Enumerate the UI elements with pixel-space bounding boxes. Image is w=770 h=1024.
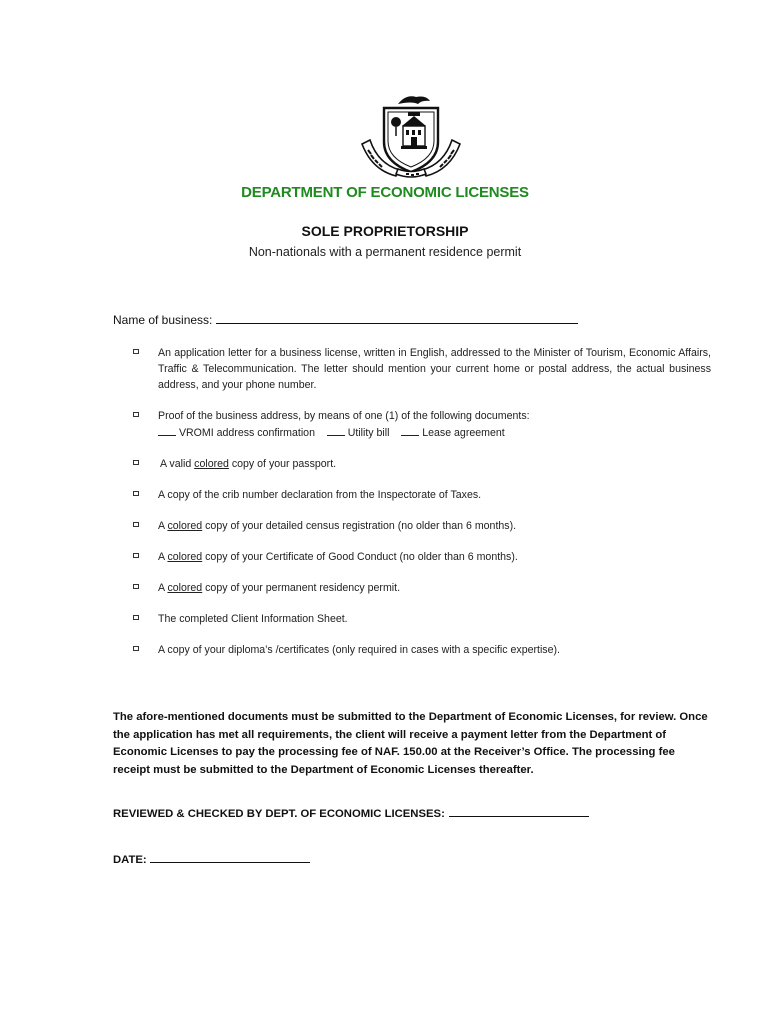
- checklist-item-text: [158, 549, 711, 565]
- checklist-item-text: The completed Client Information Sheet.: [158, 613, 348, 625]
- business-name-row: [113, 311, 578, 327]
- checkbox[interactable]: [133, 553, 139, 558]
- date-field[interactable]: [150, 851, 310, 863]
- checklist-item-text: Proof of the business address, by means of one (1) of the following documents:: [158, 410, 530, 422]
- text-pre: A: [158, 551, 168, 563]
- business-name-field[interactable]: [216, 311, 578, 324]
- reviewed-label: REVIEWED & CHECKED BY DEPT. OF ECONOMIC LICENSES:: [113, 808, 445, 820]
- reviewed-signature-field[interactable]: [449, 805, 589, 817]
- business-name-label: Name of business:: [113, 313, 213, 327]
- coat-of-arms-seal: [356, 90, 466, 182]
- option-label: Lease agreement: [422, 427, 505, 439]
- date-label: DATE:: [113, 854, 147, 866]
- checklist-item-content: [158, 408, 711, 441]
- text-pre: A valid: [160, 458, 195, 470]
- checklist-item: [133, 642, 711, 658]
- checklist-item-text: A copy of the crib number declaration from the Inspectorate of Taxes.: [158, 489, 482, 501]
- document-subtitle: Non-nationals with a permanent residence permit: [248, 245, 522, 259]
- checklist-item: [133, 611, 711, 627]
- checklist-item-text: A copy of your diploma’s /certificates (only required in cases with a specific expertise).: [158, 644, 560, 656]
- text-post: copy of your detailed census registration (no older than 6 months).: [202, 520, 517, 532]
- text-pre: A: [158, 520, 168, 532]
- checklist-item-text: [160, 456, 711, 472]
- submission-notice: The afore-mentioned documents must be submitted to the Department of Economic Licenses, for review. Once the application has met all requirements, the client will receive a payment letter from the Department of Economic Licenses to pay the processing fee of NAF. 150.00 at the Receiver’s Office. The processing fee receipt must be submitted to the Department of Economic Licenses thereafter.: [113, 711, 708, 776]
- checkbox[interactable]: [133, 522, 139, 527]
- text-post: copy of your passport.: [228, 458, 337, 470]
- checklist-item: [133, 487, 711, 503]
- checklist-item: [133, 456, 711, 472]
- checklist-item-text: [158, 518, 711, 534]
- option-blank[interactable]: [158, 424, 176, 436]
- checkbox[interactable]: [133, 412, 139, 417]
- checkbox[interactable]: [133, 349, 139, 354]
- text-pre: A: [158, 582, 168, 594]
- date-row: [113, 851, 310, 866]
- checkbox[interactable]: [133, 646, 139, 651]
- text-underlined: colored: [167, 520, 203, 532]
- document-options-row: [158, 424, 711, 441]
- checklist-item-text: [158, 580, 711, 596]
- option-blank[interactable]: [401, 424, 419, 436]
- text-underlined: colored: [167, 551, 203, 563]
- checklist-item: [133, 580, 711, 596]
- checkbox[interactable]: [133, 615, 139, 620]
- checkbox[interactable]: [133, 460, 139, 465]
- option-label: VROMI address confirmation: [178, 427, 315, 439]
- text-post: copy of your Certificate of Good Conduct (no older than 6 months).: [202, 551, 518, 563]
- checkbox[interactable]: [133, 584, 139, 589]
- document-title: SOLE PROPRIETORSHIP: [301, 223, 469, 239]
- option-label: Utility bill: [347, 427, 390, 439]
- reviewed-row: [113, 805, 589, 820]
- department-title: DEPARTMENT OF ECONOMIC LICENSES: [241, 184, 529, 201]
- checklist-item: [133, 549, 711, 565]
- checklist-item: [133, 518, 711, 534]
- text-underlined: colored: [194, 458, 229, 470]
- checklist-item: [133, 345, 711, 393]
- option-blank[interactable]: [327, 424, 345, 436]
- text-underlined: colored: [167, 582, 203, 594]
- text-post: copy of your permanent residency permit.: [202, 582, 401, 594]
- checklist-item: [133, 408, 711, 441]
- checklist-item-text: An application letter for a business license, written in English, addressed to the Minister of Tourism, Economic Affairs, Traffic & Telecommunication. The letter should mention your current home or postal address, the actual business address, and your phone number.: [158, 347, 711, 391]
- checkbox[interactable]: [133, 491, 139, 496]
